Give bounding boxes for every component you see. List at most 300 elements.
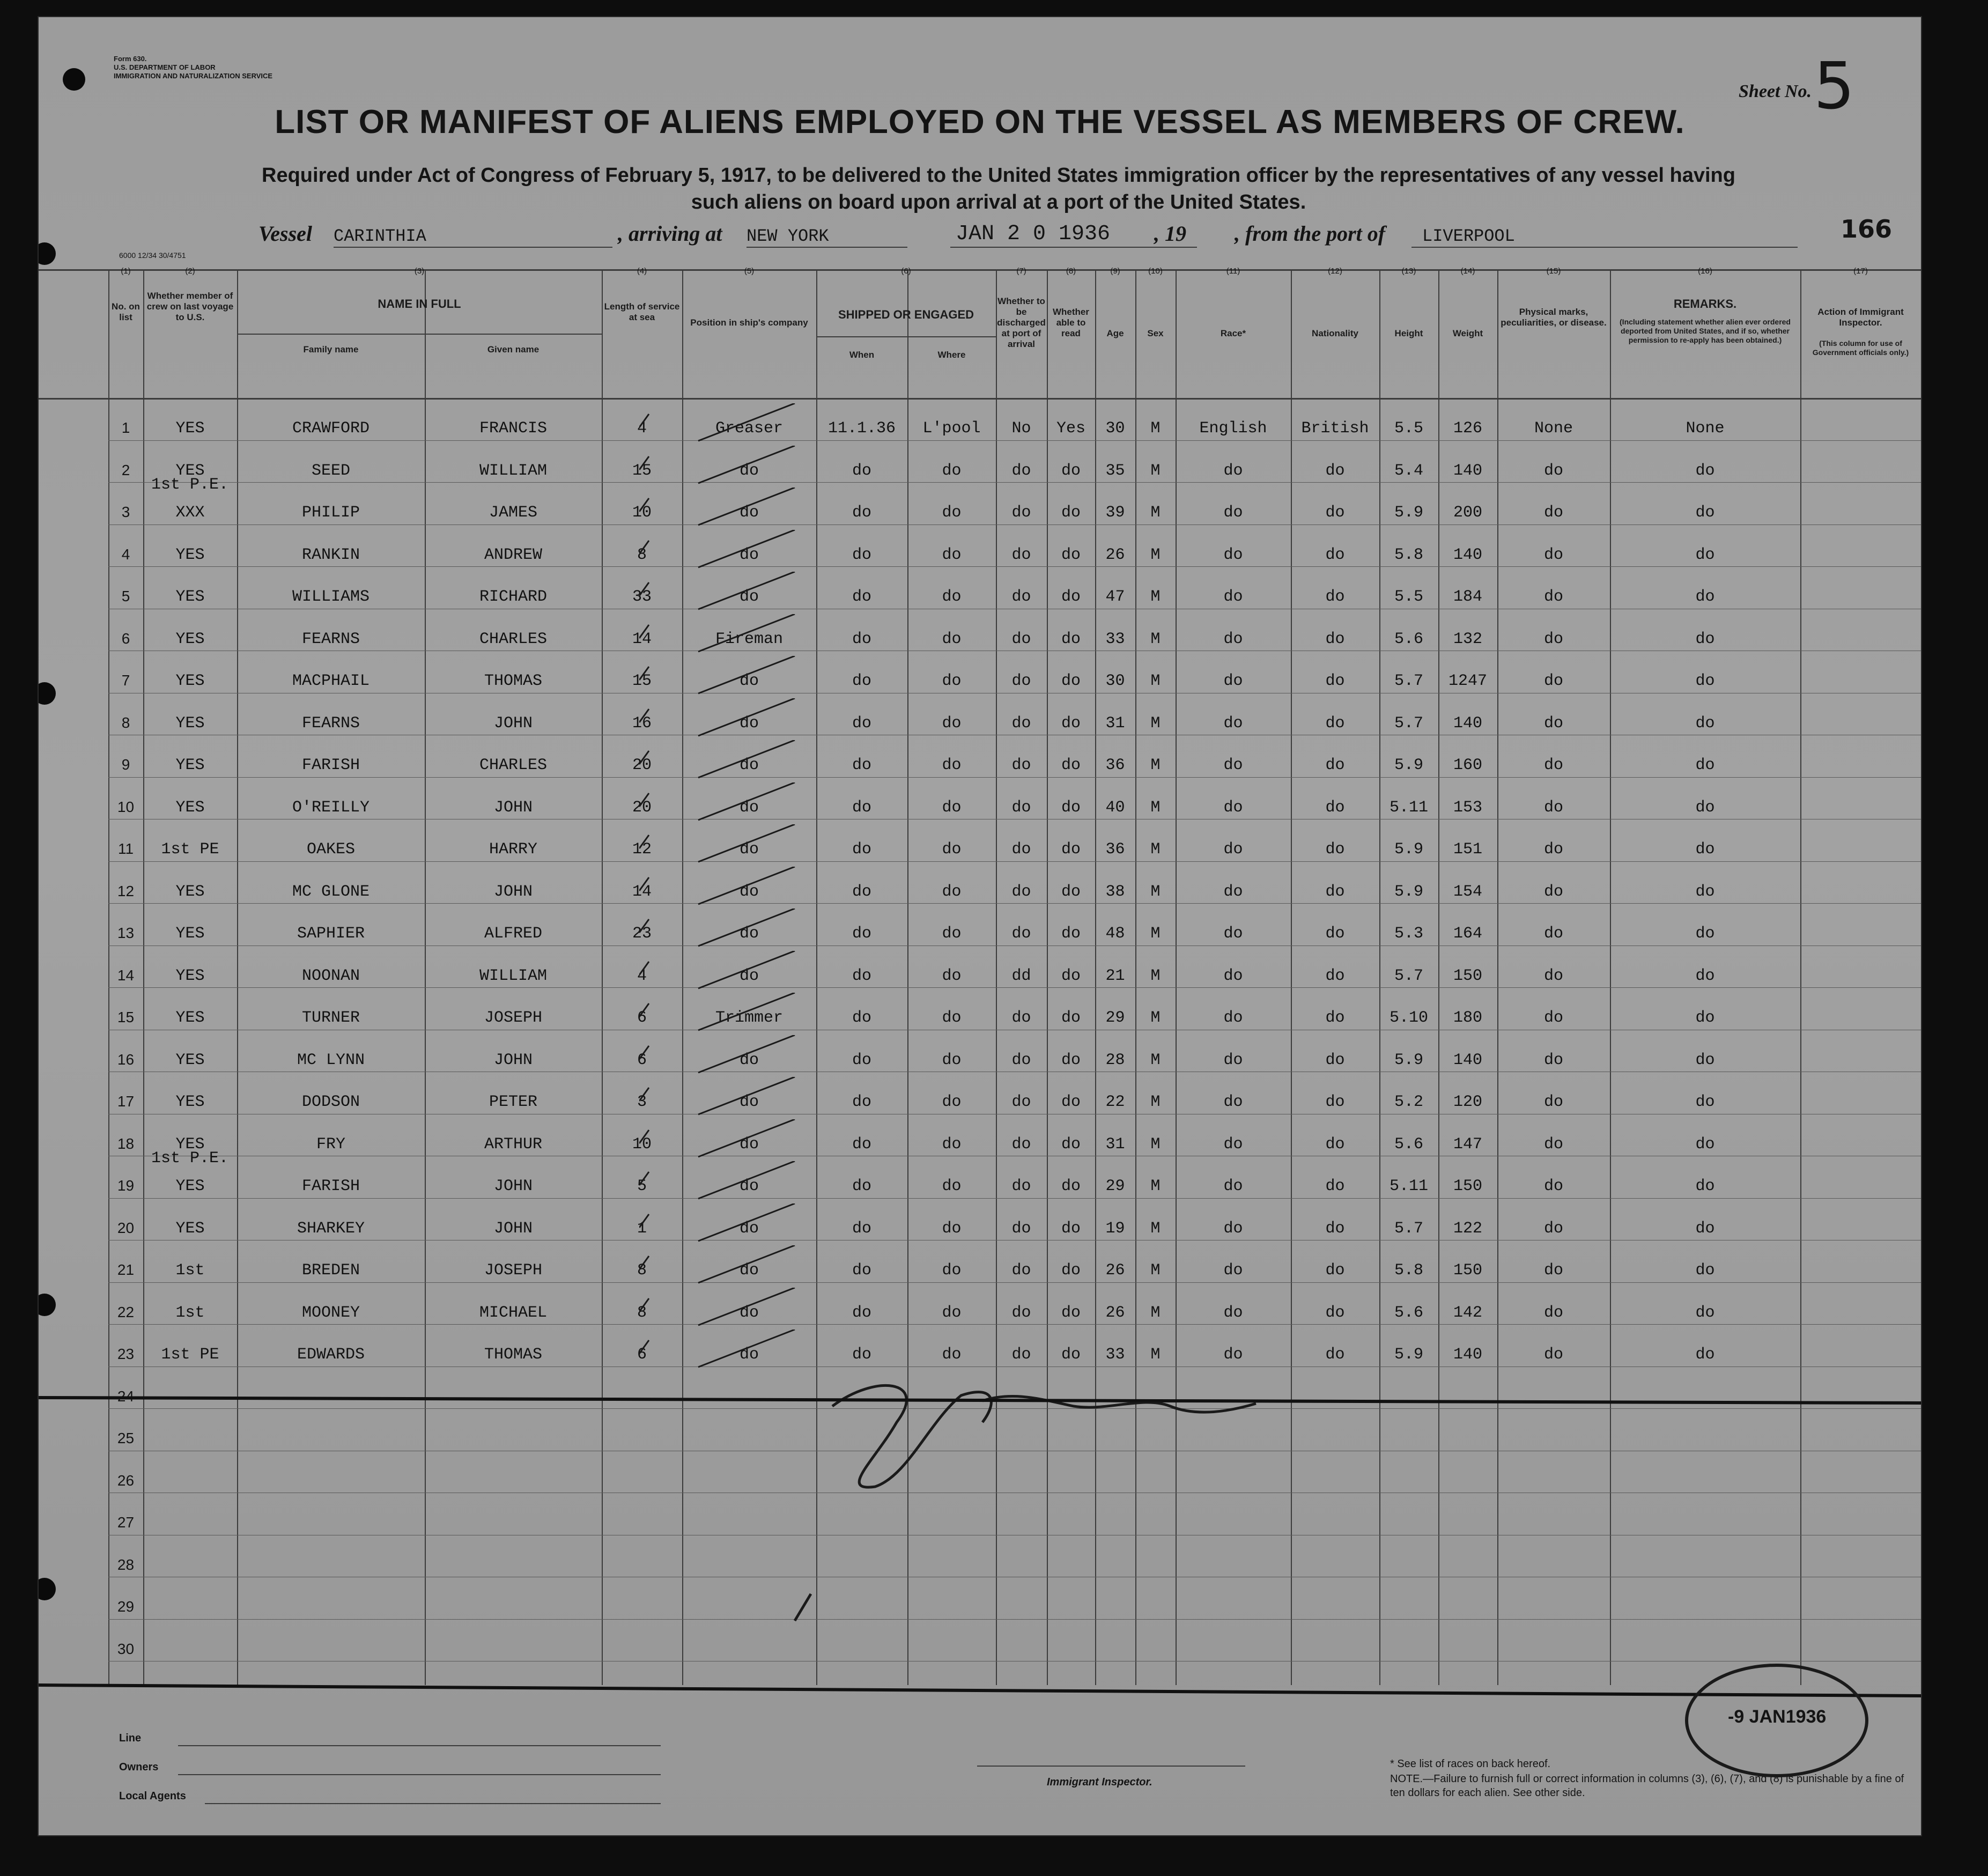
cell-age: 35 bbox=[1105, 461, 1125, 480]
cell-marks: do bbox=[1543, 461, 1563, 480]
cell-read: do bbox=[1061, 798, 1081, 817]
cell-race: do bbox=[1223, 1261, 1243, 1280]
cell-age: 22 bbox=[1105, 1093, 1125, 1111]
cell-marks: do bbox=[1543, 1009, 1563, 1027]
cell-where: do bbox=[942, 714, 962, 733]
cell-remarks: do bbox=[1695, 1346, 1715, 1364]
column-number: (9) bbox=[1110, 267, 1120, 276]
cell-where: do bbox=[942, 504, 962, 522]
cell-service: 1 bbox=[637, 1219, 647, 1238]
cell-prev: YES bbox=[175, 1135, 205, 1154]
column-number: (13) bbox=[1401, 267, 1416, 276]
cell-given: JOHN bbox=[493, 714, 533, 733]
cell-family: O'REILLY bbox=[292, 798, 370, 817]
cell-sex: M bbox=[1150, 672, 1161, 690]
cell-position: do bbox=[739, 925, 759, 943]
cell-height: 5.6 bbox=[1394, 1135, 1423, 1154]
cell-prev: YES bbox=[175, 545, 205, 564]
cell-remarks: do bbox=[1695, 630, 1715, 648]
cell-service: 16 bbox=[632, 714, 652, 733]
cell-where: do bbox=[942, 1135, 962, 1154]
cell-position: Fireman bbox=[715, 630, 784, 648]
cell-family: FARISH bbox=[301, 756, 360, 774]
cell-service: 6 bbox=[637, 1009, 647, 1027]
cell-service: 4 bbox=[637, 966, 647, 985]
cell-given: JOHN bbox=[493, 1177, 533, 1195]
cell-weight: 150 bbox=[1453, 1177, 1482, 1195]
cell-race: do bbox=[1223, 1093, 1243, 1111]
cell-weight: 140 bbox=[1453, 714, 1482, 733]
column-number: (4) bbox=[637, 267, 647, 276]
cell-when: do bbox=[852, 672, 871, 690]
cell-given: ARTHUR bbox=[484, 1135, 543, 1154]
cell-height: 5.9 bbox=[1394, 504, 1423, 522]
cell-age: 36 bbox=[1105, 840, 1125, 859]
cell-height: 5.10 bbox=[1389, 1009, 1428, 1027]
empty-row-number: 27 bbox=[117, 1514, 135, 1531]
cell-prev: YES bbox=[175, 672, 205, 690]
cell-race: do bbox=[1223, 1009, 1243, 1027]
cell-remarks: do bbox=[1695, 1261, 1715, 1280]
column-number: (16) bbox=[1698, 267, 1712, 276]
cell-marks: do bbox=[1543, 1261, 1563, 1280]
cell-when: do bbox=[852, 1093, 871, 1111]
cell-service: 8 bbox=[637, 545, 647, 564]
cell-discharged: do bbox=[1011, 504, 1031, 522]
cell-prev: 1st PE bbox=[161, 840, 219, 859]
cell-sex: M bbox=[1150, 1219, 1161, 1238]
cell-family: SAPHIER bbox=[297, 925, 365, 943]
footer-owners-label: Owners bbox=[119, 1761, 159, 1773]
cell-where: do bbox=[942, 1261, 962, 1280]
cell-marks: do bbox=[1543, 756, 1563, 774]
cell-age: 26 bbox=[1105, 545, 1125, 564]
cell-nationality: do bbox=[1325, 882, 1345, 901]
cell-sex: M bbox=[1150, 1177, 1161, 1195]
cell-marks: do bbox=[1543, 672, 1563, 690]
cell-given: HARRY bbox=[489, 840, 537, 859]
cell-service: 14 bbox=[632, 882, 652, 901]
cell-race: do bbox=[1223, 925, 1243, 943]
cell-prev: YES bbox=[175, 925, 205, 943]
cell-no: 2 bbox=[121, 461, 130, 478]
cell-no: 18 bbox=[117, 1135, 135, 1152]
cell-remarks: do bbox=[1695, 882, 1715, 901]
cell-nationality: do bbox=[1325, 966, 1345, 985]
cell-marks: do bbox=[1543, 840, 1563, 859]
cell-discharged: do bbox=[1011, 756, 1031, 774]
cell-prev: YES bbox=[175, 461, 205, 480]
cell-race: do bbox=[1223, 714, 1243, 733]
cell-service: 8 bbox=[637, 1261, 647, 1280]
cell-position: do bbox=[739, 882, 759, 901]
cell-discharged: do bbox=[1011, 588, 1031, 606]
pen-stroke bbox=[795, 1594, 811, 1621]
cell-family: DODSON bbox=[301, 1093, 360, 1111]
cell-age: 26 bbox=[1105, 1261, 1125, 1280]
cell-nationality: do bbox=[1325, 1093, 1345, 1111]
cell-marks: do bbox=[1543, 714, 1563, 733]
cell-remarks: None bbox=[1686, 419, 1725, 438]
column-number: (8) bbox=[1066, 267, 1076, 276]
footer-agents-label: Local Agents bbox=[119, 1790, 186, 1802]
cell-when: do bbox=[852, 840, 871, 859]
cell-given: PETER bbox=[489, 1093, 537, 1111]
cell-marks: do bbox=[1543, 1219, 1563, 1238]
cell-height: 5.9 bbox=[1394, 1051, 1423, 1069]
cell-given: WILLIAM bbox=[479, 461, 548, 480]
cell-family: BREDEN bbox=[301, 1261, 360, 1280]
footnote-fine: NOTE.—Failure to furnish full or correct information in columns (3), (6), (7), and (8) is punishable by a fine of ten dollars for each alien. See other side. bbox=[1390, 1773, 1904, 1799]
cell-weight: 150 bbox=[1453, 1261, 1482, 1280]
cell-race: do bbox=[1223, 966, 1243, 985]
cell-read: do bbox=[1061, 1219, 1081, 1238]
cell-age: 47 bbox=[1105, 588, 1125, 606]
cell-prev: YES bbox=[175, 1009, 205, 1027]
cell-prev: YES bbox=[175, 419, 205, 438]
cell-prev: YES bbox=[175, 588, 205, 606]
column-header: Whether member of crew on last voyage to U.S. bbox=[146, 291, 234, 322]
cell-no: 16 bbox=[117, 1051, 135, 1068]
cell-when: do bbox=[852, 1177, 871, 1195]
cell-read: do bbox=[1061, 1346, 1081, 1364]
cell-when: do bbox=[852, 461, 871, 480]
cell-remarks: do bbox=[1695, 925, 1715, 943]
cell-family: MC LYNN bbox=[297, 1051, 365, 1069]
cell-height: 5.6 bbox=[1394, 1303, 1423, 1322]
cell-where: do bbox=[942, 798, 962, 817]
cell-when: do bbox=[852, 882, 871, 901]
cell-given: CHARLES bbox=[479, 756, 548, 774]
cell-weight: 142 bbox=[1453, 1303, 1482, 1322]
cell-when: do bbox=[852, 1346, 871, 1364]
arriving-port: NEW YORK bbox=[747, 226, 829, 246]
cell-family: EDWARDS bbox=[297, 1346, 365, 1364]
empty-row-number: 30 bbox=[117, 1640, 135, 1657]
cell-nationality: do bbox=[1325, 1177, 1345, 1195]
form-department: U.S. DEPARTMENT OF LABOR bbox=[114, 63, 216, 71]
column-header: Given name bbox=[487, 344, 540, 354]
cell-nationality: do bbox=[1325, 588, 1345, 606]
cell-discharged: No bbox=[1011, 419, 1031, 438]
cell-where: do bbox=[942, 1051, 962, 1069]
cell-family: PHILIP bbox=[301, 504, 360, 522]
cell-age: 29 bbox=[1105, 1177, 1125, 1195]
cell-position: do bbox=[739, 504, 759, 522]
cell-sex: M bbox=[1150, 1346, 1161, 1364]
empty-row-number: 28 bbox=[117, 1556, 135, 1573]
cell-where: do bbox=[942, 1303, 962, 1322]
cell-position: do bbox=[739, 714, 759, 733]
cell-where: do bbox=[942, 630, 962, 648]
column-number: (11) bbox=[1226, 267, 1240, 276]
vessel-name: CARINTHIA bbox=[334, 226, 426, 246]
cell-nationality: do bbox=[1325, 461, 1345, 480]
cell-when: do bbox=[852, 1009, 871, 1027]
cell-when: 11.1.36 bbox=[827, 419, 896, 438]
cell-family: WILLIAMS bbox=[292, 588, 370, 606]
cell-remarks: do bbox=[1695, 1177, 1715, 1195]
cell-weight: 180 bbox=[1453, 1009, 1482, 1027]
cell-race: do bbox=[1223, 1135, 1243, 1154]
cell-nationality: do bbox=[1325, 798, 1345, 817]
cell-discharged: do bbox=[1011, 798, 1031, 817]
cell-no: 17 bbox=[117, 1093, 135, 1110]
cell-position: do bbox=[739, 1177, 759, 1195]
cell-remarks: do bbox=[1695, 966, 1715, 985]
cell-prev: XXX bbox=[175, 504, 205, 522]
cell-nationality: do bbox=[1325, 1009, 1345, 1027]
column-header: (This column for use of Government officials only.) bbox=[1812, 339, 1909, 357]
cell-where: do bbox=[942, 461, 962, 480]
cell-weight: 150 bbox=[1453, 966, 1482, 985]
cell-race: do bbox=[1223, 1346, 1243, 1364]
cell-given: JOHN bbox=[493, 1219, 533, 1238]
cell-position: do bbox=[739, 966, 759, 985]
cell-height: 5.7 bbox=[1394, 1219, 1423, 1238]
from-port: LIVERPOOL bbox=[1422, 226, 1515, 246]
cell-sex: M bbox=[1150, 1261, 1161, 1280]
cell-nationality: British bbox=[1301, 419, 1369, 438]
cell-prev: 1st bbox=[175, 1261, 205, 1280]
cell-where: do bbox=[942, 756, 962, 774]
cell-remarks: do bbox=[1695, 714, 1715, 733]
cell-sex: M bbox=[1150, 419, 1161, 438]
cell-sex: M bbox=[1150, 840, 1161, 859]
cell-service: 6 bbox=[637, 1346, 647, 1364]
cell-height: 5.8 bbox=[1394, 1261, 1423, 1280]
cell-service: 33 bbox=[632, 588, 652, 606]
cell-family: NOONAN bbox=[301, 966, 360, 985]
from-port-label: , from the port of bbox=[1235, 221, 1386, 246]
cell-no: 1 bbox=[121, 419, 130, 436]
cell-age: 36 bbox=[1105, 756, 1125, 774]
cell-service: 12 bbox=[632, 840, 652, 859]
cell-read: do bbox=[1061, 756, 1081, 774]
cell-weight: 153 bbox=[1453, 798, 1482, 817]
cell-discharged: do bbox=[1011, 840, 1031, 859]
cell-marks: do bbox=[1543, 545, 1563, 564]
cell-when: do bbox=[852, 966, 871, 985]
cell-when: do bbox=[852, 630, 871, 648]
cell-age: 26 bbox=[1105, 1303, 1125, 1322]
cell-marks: do bbox=[1543, 1093, 1563, 1111]
cell-height: 5.11 bbox=[1389, 1177, 1428, 1195]
arriving-label: , arriving at bbox=[618, 221, 722, 246]
cell-discharged: do bbox=[1011, 1261, 1031, 1280]
cell-weight: 147 bbox=[1453, 1135, 1482, 1154]
cell-given: WILLIAM bbox=[479, 966, 548, 985]
cell-nationality: do bbox=[1325, 504, 1345, 522]
cell-age: 31 bbox=[1105, 1135, 1125, 1154]
cell-height: 5.9 bbox=[1394, 840, 1423, 859]
cell-sex: M bbox=[1150, 630, 1161, 648]
cell-where: do bbox=[942, 1219, 962, 1238]
cell-race: do bbox=[1223, 798, 1243, 817]
cell-read: do bbox=[1061, 1303, 1081, 1322]
cell-height: 5.7 bbox=[1394, 672, 1423, 690]
form-number: Form 630. bbox=[114, 55, 147, 63]
page-title: LIST OR MANIFEST OF ALIENS EMPLOYED ON THE VESSEL AS MEMBERS OF CREW. bbox=[275, 104, 1685, 141]
cell-height: 5.7 bbox=[1394, 966, 1423, 985]
column-number: (10) bbox=[1148, 267, 1163, 276]
column-header: (Including statement whether alien ever ordered deported from United States, and if so, whether permission to re-apply has been obtained.) bbox=[1620, 317, 1791, 344]
cell-no: 5 bbox=[121, 588, 130, 604]
cell-nationality: do bbox=[1325, 1051, 1345, 1069]
cell-given: JOSEPH bbox=[484, 1009, 543, 1027]
column-number: (6) bbox=[901, 267, 911, 276]
cell-prev: YES bbox=[175, 630, 205, 648]
cell-when: do bbox=[852, 1135, 871, 1154]
cell-nationality: do bbox=[1325, 714, 1345, 733]
cell-race: do bbox=[1223, 1219, 1243, 1238]
cell-when: do bbox=[852, 504, 871, 522]
cell-nationality: do bbox=[1325, 1135, 1345, 1154]
cell-nationality: do bbox=[1325, 1219, 1345, 1238]
cell-height: 5.5 bbox=[1394, 419, 1423, 438]
cell-service: 10 bbox=[632, 504, 652, 522]
cell-service: 10 bbox=[632, 1135, 652, 1154]
column-header: Family name bbox=[303, 344, 359, 354]
cell-sex: M bbox=[1150, 966, 1161, 985]
cell-race: do bbox=[1223, 756, 1243, 774]
cell-position: do bbox=[739, 461, 759, 480]
cell-height: 5.5 bbox=[1394, 588, 1423, 606]
cell-sex: M bbox=[1150, 1303, 1161, 1322]
cell-age: 30 bbox=[1105, 419, 1125, 438]
column-header: Nationality bbox=[1312, 328, 1358, 338]
annotation-note: 1st P.E. bbox=[151, 475, 229, 494]
cell-given: MICHAEL bbox=[479, 1303, 548, 1322]
cell-service: 20 bbox=[632, 798, 652, 817]
column-header: Age bbox=[1106, 328, 1124, 338]
cell-height: 5.9 bbox=[1394, 756, 1423, 774]
cell-discharged: do bbox=[1011, 1093, 1031, 1111]
column-number: (12) bbox=[1328, 267, 1342, 276]
cell-no: 22 bbox=[117, 1303, 135, 1320]
cell-prev: YES bbox=[175, 882, 205, 901]
cell-age: 31 bbox=[1105, 714, 1125, 733]
cell-marks: do bbox=[1543, 1177, 1563, 1195]
cell-height: 5.11 bbox=[1389, 798, 1428, 817]
cell-prev: YES bbox=[175, 1219, 205, 1238]
cell-no: 12 bbox=[117, 882, 135, 899]
cell-weight: 140 bbox=[1453, 1346, 1482, 1364]
cell-remarks: do bbox=[1695, 1219, 1715, 1238]
cell-family: MACPHAIL bbox=[292, 672, 370, 690]
cell-position: do bbox=[739, 1303, 759, 1322]
cell-sex: M bbox=[1150, 882, 1161, 901]
cell-when: do bbox=[852, 756, 871, 774]
cell-no: 23 bbox=[117, 1346, 135, 1362]
cell-nationality: do bbox=[1325, 1303, 1345, 1322]
cell-marks: do bbox=[1543, 588, 1563, 606]
cell-discharged: do bbox=[1011, 461, 1031, 480]
column-header: SHIPPED OR ENGAGED bbox=[838, 308, 974, 321]
cell-age: 48 bbox=[1105, 925, 1125, 943]
cell-position: do bbox=[739, 756, 759, 774]
cell-given: THOMAS bbox=[484, 1346, 543, 1364]
column-header: Weight bbox=[1452, 328, 1483, 338]
cell-discharged: do bbox=[1011, 1346, 1031, 1364]
cell-read: do bbox=[1061, 925, 1081, 943]
cell-given: CHARLES bbox=[479, 630, 548, 648]
rule bbox=[205, 1803, 661, 1804]
cell-no: 9 bbox=[121, 756, 130, 773]
inspector-label: Immigrant Inspector. bbox=[1047, 1776, 1152, 1788]
cell-no: 11 bbox=[117, 840, 134, 857]
cell-discharged: do bbox=[1011, 925, 1031, 943]
cell-read: do bbox=[1061, 1093, 1081, 1111]
cell-family: CRAWFORD bbox=[292, 419, 370, 438]
empty-row-number: 25 bbox=[117, 1430, 135, 1446]
vessel-label: Vessel bbox=[258, 221, 312, 246]
cell-remarks: do bbox=[1695, 1135, 1715, 1154]
column-header: Physical marks, peculiarities, or disease. bbox=[1501, 307, 1607, 328]
cell-family: TURNER bbox=[301, 1009, 360, 1027]
cell-read: do bbox=[1061, 588, 1081, 606]
stamp-date: -9 JAN1936 bbox=[1728, 1707, 1827, 1727]
cell-prev: YES bbox=[175, 1177, 205, 1195]
cell-marks: do bbox=[1543, 1346, 1563, 1364]
cell-where: do bbox=[942, 925, 962, 943]
cell-discharged: do bbox=[1011, 1219, 1031, 1238]
cell-discharged: do bbox=[1011, 1303, 1031, 1322]
cell-given: RICHARD bbox=[479, 588, 548, 606]
empty-row-number: 29 bbox=[117, 1598, 135, 1615]
cell-remarks: do bbox=[1695, 1051, 1715, 1069]
cell-when: do bbox=[852, 714, 871, 733]
cell-weight: 120 bbox=[1453, 1093, 1482, 1111]
cell-service: 15 bbox=[632, 672, 652, 690]
cell-no: 13 bbox=[117, 925, 135, 941]
print-code: 6000 12/34 30/4751 bbox=[119, 251, 186, 260]
cell-given: JOSEPH bbox=[484, 1261, 543, 1280]
cell-family: FEARNS bbox=[301, 714, 360, 733]
cell-marks: do bbox=[1543, 1135, 1563, 1154]
cell-when: do bbox=[852, 1219, 871, 1238]
cell-prev: 1st bbox=[175, 1303, 205, 1322]
cell-remarks: do bbox=[1695, 588, 1715, 606]
cell-marks: do bbox=[1543, 630, 1563, 648]
cell-remarks: do bbox=[1695, 840, 1715, 859]
cell-height: 5.7 bbox=[1394, 714, 1423, 733]
cell-nationality: do bbox=[1325, 840, 1345, 859]
cell-no: 20 bbox=[117, 1219, 135, 1236]
cell-read: do bbox=[1061, 882, 1081, 901]
cell-given: JOHN bbox=[493, 882, 533, 901]
cell-remarks: do bbox=[1695, 461, 1715, 480]
cell-no: 4 bbox=[121, 545, 130, 563]
cell-sex: M bbox=[1150, 504, 1161, 522]
cell-nationality: do bbox=[1325, 672, 1345, 690]
cell-position: do bbox=[739, 1093, 759, 1111]
cell-weight: 184 bbox=[1453, 588, 1482, 606]
cell-sex: M bbox=[1150, 1009, 1161, 1027]
document-number: 166 bbox=[1841, 215, 1893, 243]
cell-family: OAKES bbox=[306, 840, 355, 859]
cell-marks: None bbox=[1534, 419, 1573, 438]
cell-given: ANDREW bbox=[484, 545, 543, 564]
cell-sex: M bbox=[1150, 545, 1161, 564]
cell-sex: M bbox=[1150, 1135, 1161, 1154]
cell-service: 4 bbox=[637, 419, 647, 438]
cell-no: 21 bbox=[117, 1261, 135, 1278]
cell-race: do bbox=[1223, 630, 1243, 648]
cell-no: 3 bbox=[121, 504, 130, 520]
cell-age: 29 bbox=[1105, 1009, 1125, 1027]
cell-weight: 140 bbox=[1453, 461, 1482, 480]
